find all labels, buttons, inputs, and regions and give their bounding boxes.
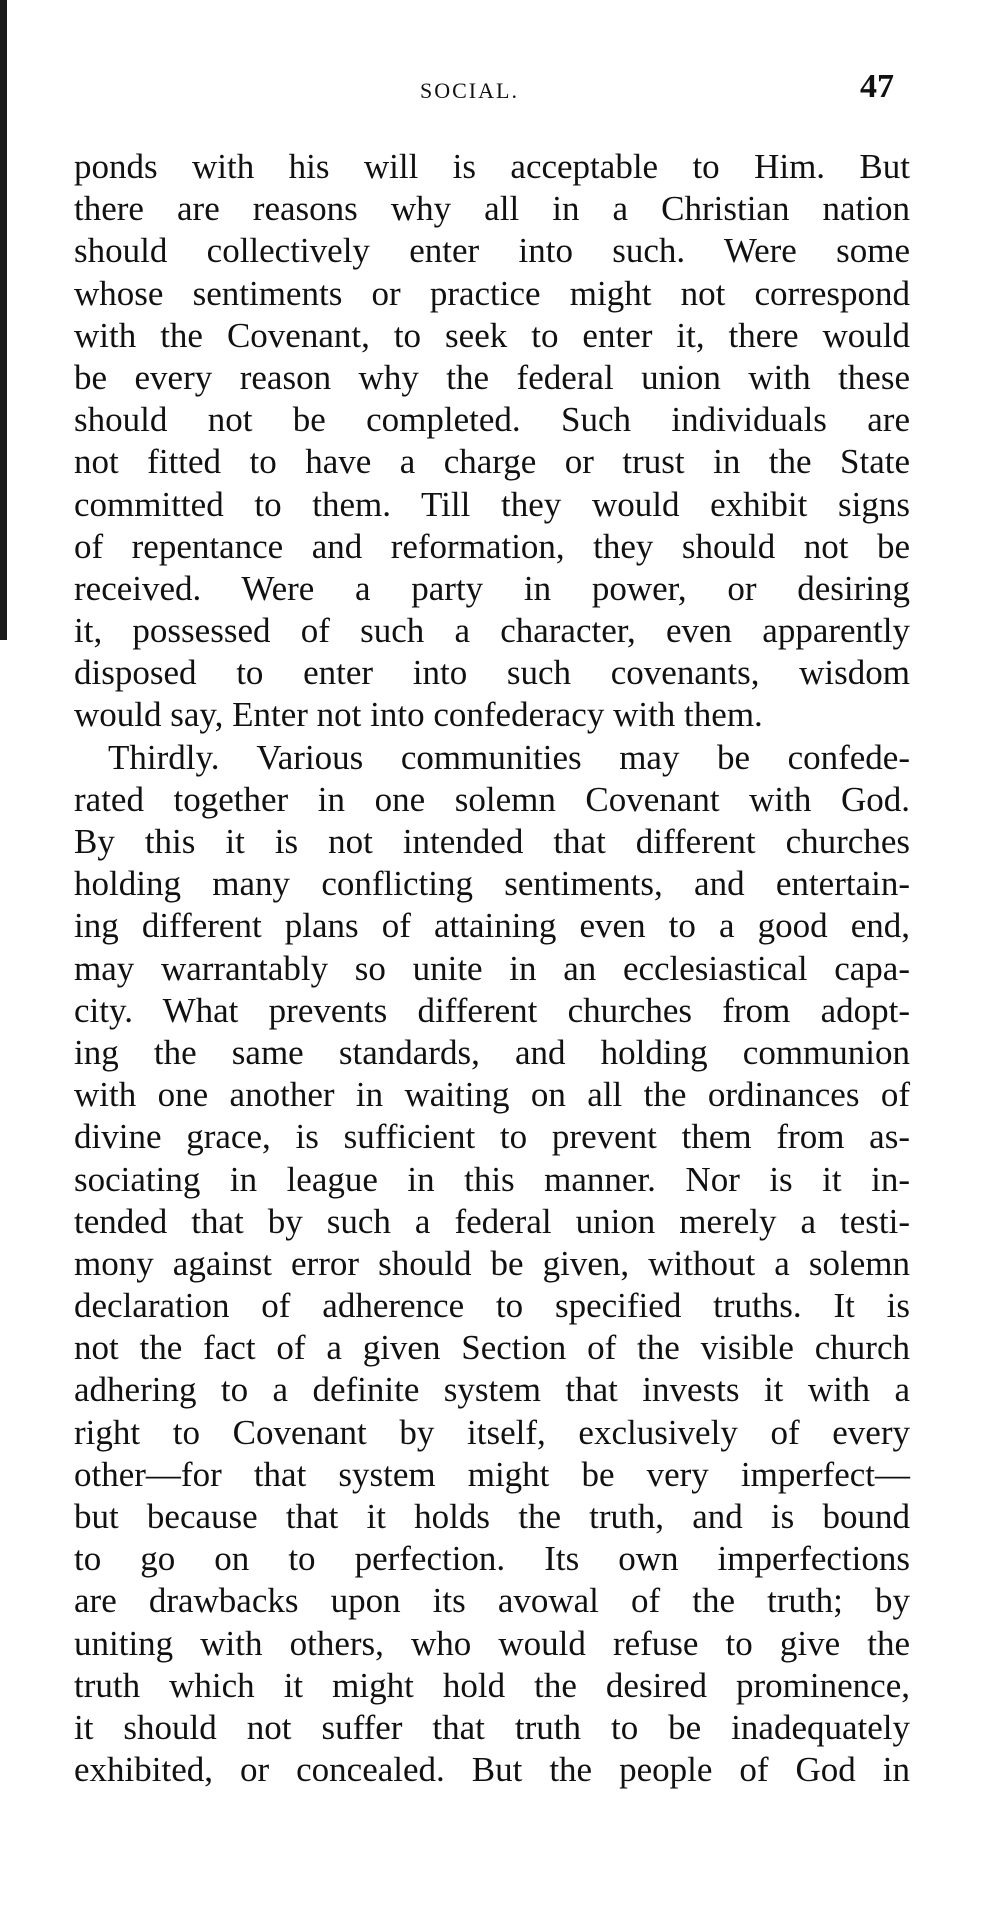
text-line: truth which it might hold the desired prominence,: [74, 1665, 910, 1705]
text-line: rated together in one solemn Covenant with God.: [74, 779, 910, 819]
text-line: of repentance and reformation, they should not be: [74, 526, 910, 566]
text-line: right to Covenant by itself, exclusively of every: [74, 1412, 910, 1452]
text-line: be every reason why the federal union with these: [74, 357, 910, 397]
text-line: are drawbacks upon its avowal of the truth; by: [74, 1581, 910, 1621]
text-line: tended that by such a federal union merely a testi-: [74, 1201, 910, 1241]
paragraph-2: [74, 737, 910, 1792]
text-line: other—for that system might be very imperfect—: [74, 1454, 910, 1494]
text-line: declaration of adherence to specified truths. It is: [74, 1286, 910, 1326]
text-line: By this it is not intended that different churches: [74, 822, 910, 861]
text-line: whose sentiments or practice might not correspond: [74, 273, 910, 313]
text-line: disposed to enter into such covenants, wisdom: [74, 653, 910, 693]
text-line: there are reasons why all in a Christian nation: [74, 189, 910, 229]
body-text: [74, 146, 910, 1791]
text-line: should collectively enter into such. Were some: [74, 231, 910, 271]
text-line: with the Covenant, to seek to enter it, there would: [74, 315, 910, 355]
paragraph-1: [74, 146, 910, 737]
text-line: adhering to a definite system that invests it with a: [74, 1370, 910, 1410]
text-line: would say, Enter not into confederacy with them.: [74, 695, 763, 735]
text-line: ponds with his will is acceptable to Him. But: [74, 147, 910, 186]
text-line: not fitted to have a charge or trust in the State: [74, 442, 910, 482]
text-line: sociating in league in this manner. Nor is it in-: [74, 1159, 910, 1199]
text-line: with one another in waiting on all the ordinances of: [74, 1075, 910, 1115]
text-line: not the fact of a given Section of the visible church: [74, 1328, 910, 1368]
text-line: it, possessed of such a character, even apparently: [74, 611, 910, 651]
text-line: holding many conflicting sentiments, and entertain-: [74, 864, 910, 904]
text-line: it should not suffer that truth to be inadequately: [74, 1707, 910, 1747]
text-line: mony against error should be given, without a solemn: [74, 1243, 910, 1283]
text-line: exhibited, or concealed. But the people of God in: [74, 1750, 910, 1790]
text-line: city. What prevents different churches from adopt-: [74, 990, 910, 1030]
text-line: Thirdly. Various communities may be confede-: [108, 737, 910, 777]
page-header: [0, 68, 1000, 112]
running-head: SOCIAL.: [420, 78, 519, 103]
text-line: ing the same standards, and holding communion: [74, 1032, 910, 1072]
text-line: committed to them. Till they would exhibit signs: [74, 484, 910, 524]
text-line: received. Were a party in power, or desiring: [74, 568, 910, 608]
text-line: uniting with others, who would refuse to give the: [74, 1623, 910, 1663]
text-line: but because that it holds the truth, and is bound: [74, 1497, 910, 1536]
text-line: may warrantably so unite in an ecclesiastical capa-: [74, 948, 910, 988]
page-number: 47: [860, 68, 894, 105]
text-line: to go on to perfection. Its own imperfections: [74, 1539, 910, 1579]
text-line: should not be completed. Such individuals are: [74, 400, 910, 440]
text-line: ing different plans of attaining even to a good end,: [74, 906, 910, 946]
text-line: divine grace, is sufficient to prevent them from as-: [74, 1117, 910, 1157]
